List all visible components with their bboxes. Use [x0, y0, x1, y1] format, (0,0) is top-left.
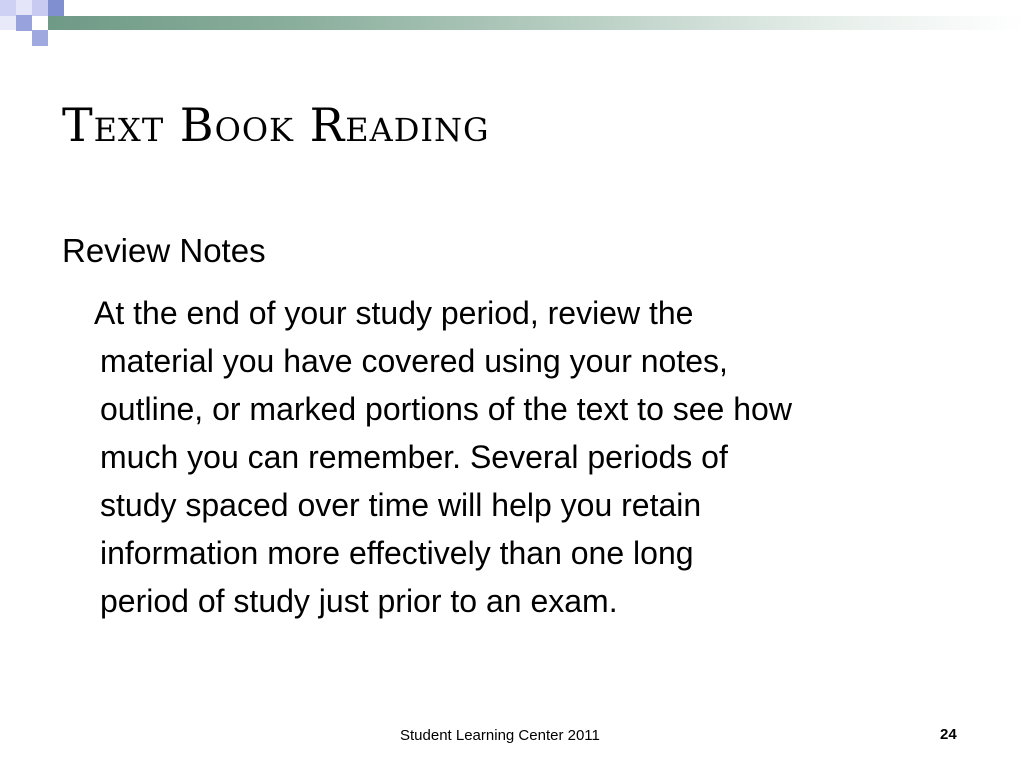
decorative-square — [0, 0, 16, 16]
decorative-square — [48, 0, 64, 16]
body-line: outline, or marked portions of the text to see how — [100, 391, 792, 427]
body-line: information more effectively than one long — [100, 535, 694, 571]
body-line: study spaced over time will help you retain — [100, 487, 702, 523]
slide-subheading: Review Notes — [62, 232, 266, 269]
decorative-square — [16, 15, 32, 31]
decorative-square — [32, 30, 48, 46]
header-band — [48, 16, 1024, 30]
body-line: period of study just prior to an exam. — [100, 583, 618, 619]
decorative-square — [0, 16, 16, 30]
decorative-square — [32, 0, 48, 16]
body-paragraph — [94, 289, 980, 625]
page-number: 24 — [940, 726, 957, 743]
slide-footer: Student Learning Center 2011 — [400, 727, 600, 744]
decorative-square — [16, 0, 32, 16]
body-line: At the end of your study period, review the — [94, 295, 694, 331]
slide-title: Text Book Reading — [62, 98, 490, 152]
body-line: material you have covered using your notes, — [100, 343, 728, 379]
body-line: much you can remember. Several periods of — [100, 439, 728, 475]
